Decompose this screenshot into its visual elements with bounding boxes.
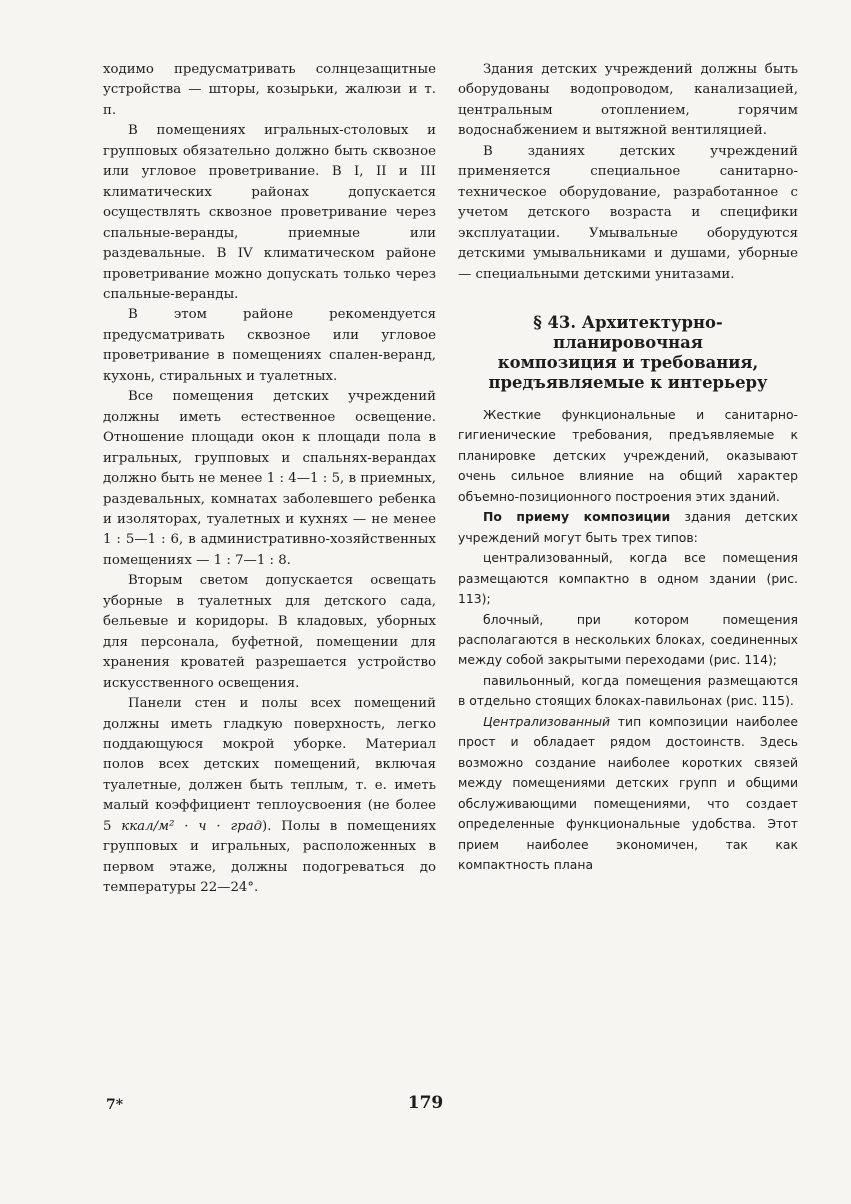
right-paragraph: В зданиях детских учреждений применяется специальное санитарно-техническое оборудование, разработанное с учетом детского возраста и специфики эксплуатации. Умывальные оборудуются детскими умывальниками и душами, уборные — специальными детскими унитазами. — [458, 143, 798, 282]
left-paragraph: Все помещения детских учреждений должны иметь естественное освещение. Отношение площади окон к площади пола в игральных, групповых и спальнях-верандах должно быть не менее 1 : 4—1 : 5, в приемных, раздевальных, комнатах заболевшего ребенка и изоляторах, туалетных и кухнях — не менее 1 : 5—1 : 6, в административно-хозяйственных помещениях — 1 : 7—1 : 8. — [103, 389, 436, 568]
section-heading-line: § 43. Архитектурно- — [533, 312, 723, 332]
right-column — [458, 60, 798, 875]
type-item-centralized: централизованный, когда все помещения размещаются компактно в одном здании (рис. 113); — [458, 550, 798, 607]
type-item-pavilion: павильонный, когда помещения размещаются в отдельно стоящих блоках-павильонах (рис. 115). — [458, 672, 798, 709]
section-heading-line: композиция и требования, — [497, 352, 759, 372]
bold-lead: По приему композиции — [483, 509, 671, 525]
left-paragraph: Вторым светом допускается освещать уборные в туалетных для детского сада, бельевые и коридоры. В кладовых, уборных для персонала, буфетной, помещении для хранения кроватей разрешается устройство искусственного освещения. — [103, 573, 436, 691]
italic-lead: Централизованный — [483, 713, 611, 729]
centralized-paragraph — [458, 712, 798, 876]
section-heading-line: планировочная — [553, 332, 703, 352]
signature-mark: 7* — [106, 1097, 124, 1113]
section-heading-line: предъявляемые к интерьеру — [488, 372, 768, 392]
left-paragraph: В этом районе рекомендуется предусматривать сквозное или угловое проветривание в помещениях спален-веранд, кухонь, стиральных и туалетных. — [103, 307, 436, 384]
types-intro-paragraph — [458, 507, 798, 548]
left-paragraph-floors — [103, 694, 436, 899]
left-paragraph: ходимо предусматривать солнцезащитные устройства — шторы, козырьки, жалюзи и т. п. — [103, 62, 436, 118]
left-paragraph: В помещениях игральных-столовых и групповых обязательно должно быть сквозное или угловое проветривание. В I, II и III климатических районах допускается осуществлять сквозное проветривание через спальные-веранды, приемные или раздевальные. В IV климатическом районе проветривание можно допускать только через спальные-веранды. — [103, 123, 436, 302]
floor-text: Панели стен и полы всех помещений должны иметь гладкую поверхность, легко поддающуюся мокрой уборке. Материал полов всех детских помещений, включая туалетные, должен быть теплым, т. е. иметь малый коэффициент теплоусвоения (не более 5 — [103, 696, 436, 834]
intro-paragraph: Жесткие функциональные и санитарно-гигиенические требования, предъявляемые к планировке детских учреждений, оказывают очень сильное влияние на общий характер объемно-позиционного построения этих зданий. — [458, 406, 798, 504]
types-intro-rest: здания детских учреждений могут быть трех типов: — [458, 509, 798, 545]
centralized-rest: тип композиции наиболее прост и обладает рядом достоинств. Здесь возможно создание наиболее коротких связей между помещениями детских групп и общими обслуживающими помещениями, что создает определенные функциональные удобства. Этот прием наиболее экономичен, так как компактность плана — [458, 713, 798, 872]
section-heading — [458, 313, 798, 393]
unit-text: ккал/м² · ч · град — [121, 818, 263, 834]
type-item-block: блочный, при котором помещения располагаются в нескольких блоках, соединенных между собой закрытыми переходами (рис. 114); — [458, 611, 798, 668]
page-number: 179 — [407, 1093, 444, 1113]
floor-text-end: ). Полы в помещениях групповых и игральных, расположенных в первом этаже, должны подогреваться до температуры 22—24°. — [103, 818, 436, 896]
left-column — [103, 60, 436, 899]
right-paragraph: Здания детских учреждений должны быть оборудованы водопроводом, канализацией, центральным отоплением, горячим водоснабжением и вытяжной вентиляцией. — [458, 62, 798, 139]
